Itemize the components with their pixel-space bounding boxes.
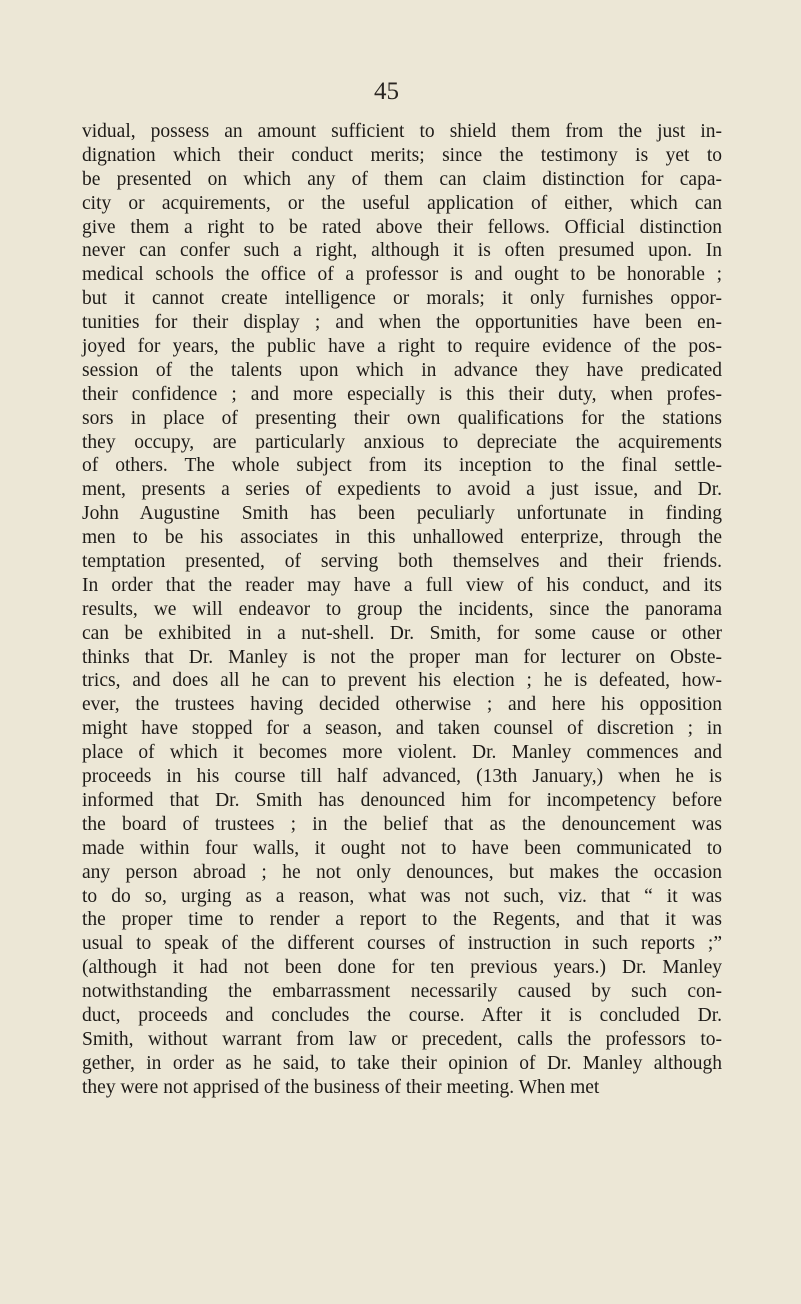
text-line: they were not apprised of the business of their meeting. When met	[82, 1076, 600, 1098]
text-line: can be exhibited in a nut-shell. Dr. Smith, for some cause or other	[82, 622, 722, 644]
text-line: In order that the reader may have a full view of his conduct, and its	[82, 574, 722, 596]
text-line: be presented on which any of them can claim distinction for capa-	[82, 168, 722, 190]
text-line: vidual, possess an amount sufficient to shield them from the just in-	[82, 121, 722, 142]
text-line: but it cannot create intelligence or morals; it only furnishes oppor-	[82, 288, 722, 310]
text-line: duct, proceeds and concludes the course. After it is concluded Dr.	[82, 1004, 722, 1026]
text-line: made within four walls, it ought not to have been communicated to	[82, 837, 722, 859]
text-line: trics, and does all he can to prevent his election ; he is defeated, how-	[82, 670, 722, 692]
text-line: gether, in order as he said, to take their opinion of Dr. Manley although	[82, 1052, 722, 1074]
text-line: they occupy, are particularly anxious to depreciate the acquirements	[82, 431, 722, 453]
page-number: 45	[374, 78, 399, 105]
text-line: city or acquirements, or the useful application of either, which can	[82, 192, 722, 214]
text-line: place of which it becomes more violent. Dr. Manley commences and	[82, 742, 722, 764]
text-line: joyed for years, the public have a right to require evidence of the pos-	[82, 336, 722, 358]
body-text	[82, 120, 722, 1100]
text-line: thinks that Dr. Manley is not the proper man for lecturer on Obste-	[82, 646, 722, 668]
text-line: Smith, without warrant from law or precedent, calls the professors to-	[82, 1028, 722, 1050]
text-line: tunities for their display ; and when the opportunities have been en-	[82, 312, 722, 334]
text-line: session of the talents upon which in advance they have predicated	[82, 359, 722, 381]
text-line: ment, presents a series of expedients to avoid a just issue, and Dr.	[82, 479, 722, 501]
text-line: dignation which their conduct merits; since the testimony is yet to	[82, 144, 722, 166]
text-line: results, we will endeavor to group the incidents, since the panorama	[82, 598, 722, 620]
text-line: men to be his associates in this unhallowed enterprize, through the	[82, 527, 722, 549]
text-line: temptation presented, of serving both themselves and their friends.	[82, 551, 722, 573]
text-line: medical schools the office of a professor is and ought to be honorable ;	[82, 264, 722, 286]
text-line: informed that Dr. Smith has denounced him for incompetency before	[82, 789, 722, 811]
text-line: of others. The whole subject from its inception to the final settle-	[82, 455, 722, 477]
text-line: (although it had not been done for ten previous years.) Dr. Manley	[82, 957, 722, 979]
text-line: any person abroad ; he not only denounces, but makes the occasion	[82, 861, 722, 883]
text-line: the board of trustees ; in the belief that as the denouncement was	[82, 813, 722, 835]
text-line: notwithstanding the embarrassment necessarily caused by such con-	[82, 981, 722, 1003]
text-line: might have stopped for a season, and taken counsel of discretion ; in	[82, 718, 722, 740]
text-line: John Augustine Smith has been peculiarly unfortunate in finding	[82, 503, 722, 525]
text-line: give them a right to be rated above their fellows. Official distinction	[82, 216, 722, 238]
text-line: ever, the trustees having decided otherwise ; and here his opposition	[82, 694, 722, 716]
text-line: their confidence ; and more especially is this their duty, when profes-	[82, 383, 722, 405]
text-line: never can confer such a right, although it is often presumed upon. In	[82, 240, 722, 262]
text-line: usual to speak of the different courses of instruction in such reports ;”	[82, 933, 722, 955]
text-line: to do so, urging as a reason, what was not such, viz. that “ it was	[82, 885, 722, 907]
text-line: proceeds in his course till half advanced, (13th January,) when he is	[82, 766, 722, 788]
text-line: the proper time to render a report to the Regents, and that it was	[82, 909, 722, 931]
text-line: sors in place of presenting their own qualifications for the stations	[82, 407, 722, 429]
